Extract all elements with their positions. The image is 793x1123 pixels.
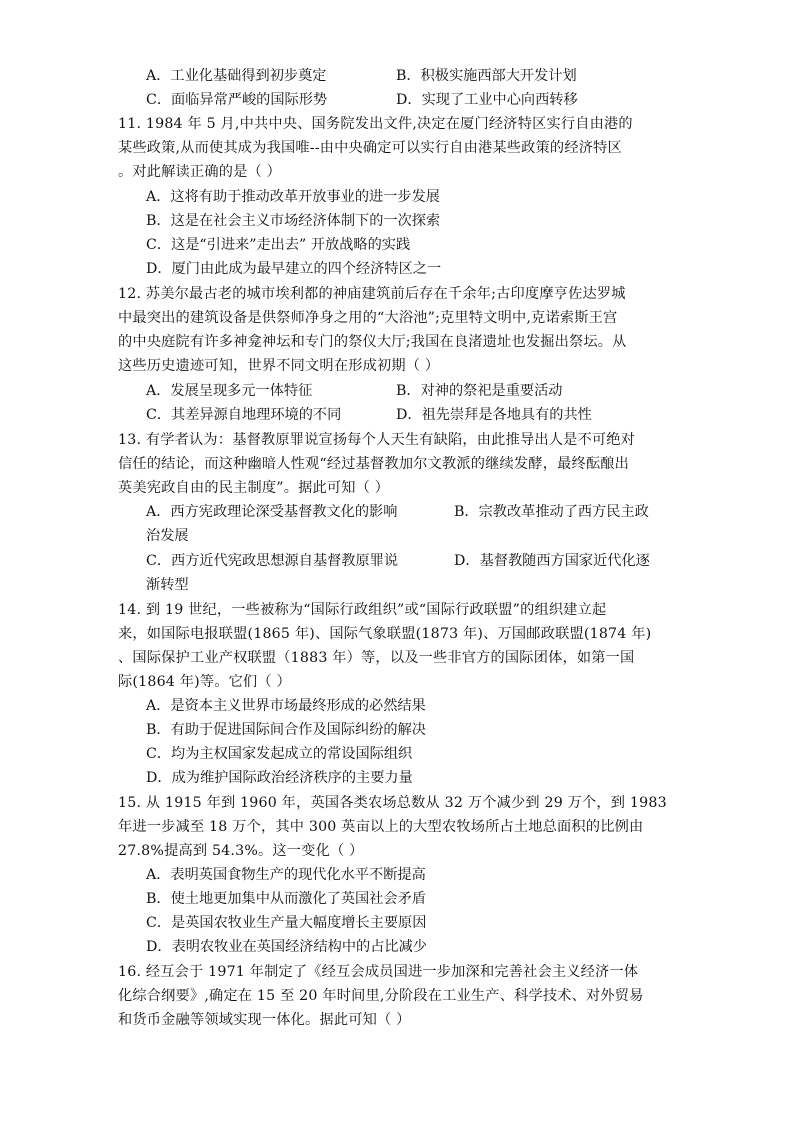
- q12-stem-line-4: 这些历史遗迹可知，世界不同文明在形成初期（ ）: [118, 358, 440, 374]
- q13-option-d-continued: 渐转型: [146, 577, 189, 593]
- q11-option-c[interactable]: C．这是“引进来”走出去” 开放战略的实践: [146, 237, 411, 253]
- q16-stem-line-2: 化综合纲要》,确定在 15 至 20 年时间里,分阶段在工业生产、科学技术、对外贸易: [118, 988, 644, 1004]
- q13-option-a[interactable]: A．西方宪政理论深受基督教文化的影响: [146, 504, 398, 520]
- q14-option-d[interactable]: D．成为维护国际政治经济秩序的主要力量: [146, 770, 413, 786]
- q14-stem-line-4: 际(1864 年)等。它们（ ）: [118, 674, 291, 690]
- q15-option-a[interactable]: A．表明英国食物生产的现代化水平不断提高: [146, 867, 426, 883]
- q13-stem-line-3: 英美宪政自由的民主制度”。据此可知（ ）: [118, 480, 390, 496]
- q10-option-d[interactable]: D．实现了工业中心向西转移: [396, 92, 578, 108]
- q11-stem-line-3: 。对此解读正确的是（ ）: [118, 164, 281, 180]
- q15-option-d[interactable]: D．表明农牧业在英国经济结构中的占比减少: [146, 939, 427, 955]
- q14-stem-line-1: 14. 到 19 世纪，一些被称为“国际行政组织”或“国际行政联盟”的组织建立起: [118, 602, 607, 618]
- q12-option-c[interactable]: C．其差异源自地理环境的不同: [146, 407, 342, 423]
- q11-stem-line-1: 11. 1984 年 5 月,中共中央、国务院发出文件,决定在厦门经济特区实行自由港的: [118, 116, 633, 132]
- q12-stem-line-3: 的中央庭院有许多神龛神坛和专门的祭仪大厅;我国在良渚遗址也发掘出祭坛。从: [118, 334, 627, 350]
- q10-option-b[interactable]: B．积极实施西部大开发计划: [396, 68, 577, 84]
- q13-option-b-continued: 治发展: [146, 528, 189, 544]
- q13-option-b[interactable]: B．宗教改革推动了西方民主政: [454, 504, 649, 520]
- q13-option-d[interactable]: D．基督教随西方国家近代化逐: [454, 553, 650, 569]
- q12-stem-line-2: 中最突出的建筑设备是供祭师净身之用的“大浴池”;克里特文明中,克诺索斯王宫: [118, 310, 618, 326]
- q13-stem-line-2: 信任的结论，而这种幽暗人性观“经过基督教加尔文教派的继续发酵，最终酝酿出: [118, 456, 630, 472]
- q15-stem-line-3: 27.8%提高到 54.3%。这一变化（ ）: [118, 843, 364, 859]
- q15-stem-line-1: 15. 从 1915 年到 1960 年，英国各类农场总数从 32 万个减少到 29 万个，到 1983: [118, 795, 667, 811]
- q14-option-b[interactable]: B．有助于促进国际间合作及国际纠纷的解决: [146, 722, 426, 738]
- q12-option-d[interactable]: D．祖先崇拜是各地具有的共性: [396, 407, 592, 423]
- q11-stem-line-2: 某些政策,从而使其成为我国唯--由中央确定可以实行自由港某些政策的经济特区: [118, 140, 622, 156]
- q10-option-a[interactable]: A．工业化基础得到初步奠定: [146, 68, 327, 84]
- q14-option-c[interactable]: C．均为主权国家发起成立的常设国际组织: [146, 746, 413, 762]
- q12-option-a[interactable]: A．发展呈现多元一体特征: [146, 383, 313, 399]
- q15-option-b[interactable]: B．使土地更加集中从而激化了英国社会矛盾: [146, 891, 426, 907]
- q10-option-c[interactable]: C．面临异常严峻的国际形势: [146, 92, 328, 108]
- q14-stem-line-2: 来，如国际电报联盟(1865 年)、国际气象联盟(1873 年)、万国邮政联盟(1874 年): [118, 626, 652, 642]
- q16-stem-line-1: 16. 经互会于 1971 年制定了《经互会成员国进一步加深和完善社会主义经济一体: [118, 964, 639, 980]
- q14-stem-line-3: 、国际保护工业产权联盟（1883 年）等，以及一些非官方的国际团体，如第一国: [118, 650, 635, 666]
- q12-stem-line-1: 12. 苏美尔最古老的城市埃利都的神庙建筑前后存在千余年;古印度摩亨佐达罗城: [118, 286, 626, 302]
- q13-stem-line-1: 13. 有学者认为：基督教原罪说宣扬每个人天生有缺陷，由此推导出人是不可绝对: [118, 432, 636, 448]
- q11-option-a[interactable]: A．这将有助于推动改革开放事业的进一步发展: [146, 189, 440, 205]
- q11-option-d[interactable]: D．厦门由此成为最早建立的四个经济特区之一: [146, 261, 442, 277]
- q16-stem-line-3: 和货币金融等领域实现一体化。据此可知（ ）: [118, 1012, 411, 1028]
- q14-option-a[interactable]: A．是资本主义世界市场最终形成的必然结果: [146, 698, 426, 714]
- q11-option-b[interactable]: B．这是在社会主义市场经济体制下的一次探索: [146, 213, 441, 229]
- q13-option-c[interactable]: C．西方近代宪政思想源自基督教原罪说: [146, 553, 399, 569]
- q15-stem-line-2: 年进一步减至 18 万个，其中 300 英亩以上的大型农牧场所占土地总面积的比例由: [118, 819, 644, 835]
- q15-option-c[interactable]: C．是英国农牧业生产量大幅度增长主要原因: [146, 915, 427, 931]
- q12-option-b[interactable]: B．对神的祭祀是重要活动: [396, 383, 563, 399]
